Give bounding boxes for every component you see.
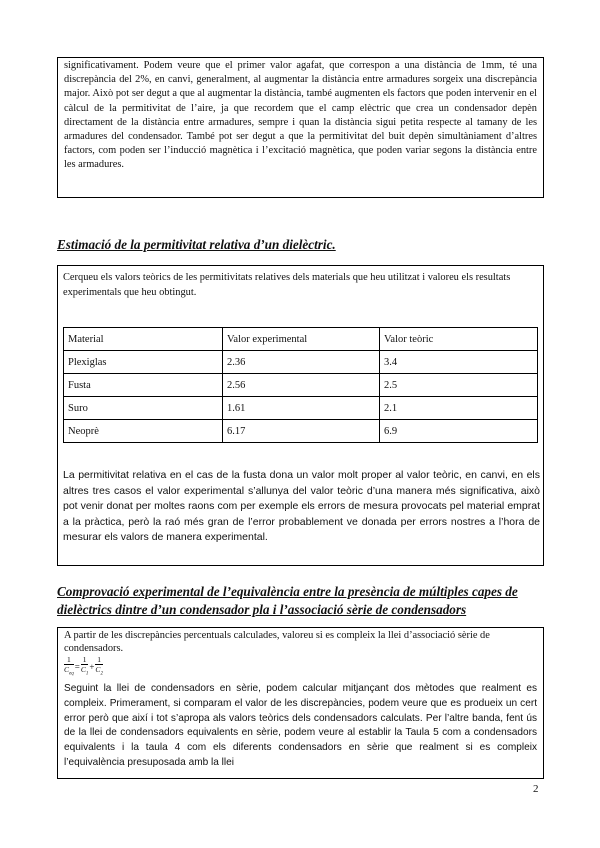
table-cell: 6.9 (380, 420, 538, 443)
series-box (57, 627, 544, 779)
table-cell: 2.36 (223, 351, 380, 374)
table-cell: 2.5 (380, 374, 538, 397)
dielectric-question: Cerqueu els valors teòrics de les permitivitats relatives dels materials que heu utilitzat i valoreu els resultats experimentals que heu obtingut. (63, 272, 511, 298)
series-question: A partir de les discrepàncies percentuals calculades, valoreu si es compleix la llei d’associació sèrie de condensadors. (64, 630, 490, 654)
formula-term-2: $\frac{1}{C_2}$ (95, 655, 103, 677)
section-heading-dielectric: Estimació de la permitivitat relativa d’un dielèctric. (57, 237, 336, 252)
table-cell: Neoprè (64, 420, 223, 443)
formula-term-eq: $\frac{1}{C_{eq}}$ (64, 655, 74, 677)
table-row (64, 420, 538, 443)
conclusion-text: significativament. Podem veure que el primer valor agafat, que correspon a una distància de 1mm, té una discrepància del 2%, en canvi, generalment, al augmentar la distància entre armadures sorgeix una discrepància major. Això pot ser degut a que al augmentar la distància, també augmenten els factors que poden intervenir en el càlcul de la permitivitat de l’aire, ja que recordem que el camp elèctric que crea un condensador depèn directament de la distància entre armadures, sempre i quan la distància sigui petita respecte al tamany de les armadures del condensador. També pot ser degut a que la permitivitat del buit depèn simultàniament d’altres factors, com poden ser l’inducció magnètica i l’excitació magnètica, que poden variar segons la distància entre les armadures. (64, 60, 537, 171)
table-row (64, 397, 538, 420)
formula-term-1: $\frac{1}{C_1}$ (80, 655, 89, 677)
table-header-cell: Valor teòric (380, 328, 538, 351)
section-heading-series: Comprovació experimental de l’equivalència entre la presència de múltiples capes de dielèctrics dintre d’un condensador pla i l’associació sèrie de condensadors (57, 584, 518, 617)
conclusion-box (57, 57, 544, 198)
permittivity-table (63, 327, 538, 443)
dielectric-box (57, 265, 544, 566)
table-header-cell: Valor experimental (223, 328, 380, 351)
table-cell: 6.17 (223, 420, 380, 443)
table-cell: 1.61 (223, 397, 380, 420)
series-formula: $\frac{1}{C_{eq}}$ = $\frac{1}{C_1}$ + $\frac{1}{C_2}$ (64, 655, 537, 681)
table-cell: 2.1 (380, 397, 538, 420)
table-cell: 3.4 (380, 351, 538, 374)
table-cell: 2.56 (223, 374, 380, 397)
table-cell: Fusta (64, 374, 223, 397)
page-number: 2 (533, 783, 539, 795)
table-cell: Plexiglas (64, 351, 223, 374)
table-header-cell: Material (64, 328, 223, 351)
table-header-row (64, 328, 538, 351)
series-answer: Seguint la llei de condensadors en sèrie, podem calcular mitjançant dos mètodes que realment es compleix. Primerament, si comparam el valor de les discrepàncies, podem veure que es produeix un cert error però que així i tot s’apropa als valors teòrics dels condensadors calculats. Per l’altre banda, fent ús de la llei de condensadors equivalents en sèrie, podem veure al establir la Taula 5 com a condensadors equivalents i la taula 4 com els diferents condensadors en sèrie que realment si es compleix l’equivalència presuposada amb la llei (64, 683, 537, 768)
dielectric-comment: La permitivitat relativa en el cas de la fusta dona un valor molt proper al valor teòric, en canvi, en els altres tres casos el valor experimental s’allunya del valor teòric d’una manera més significativa, això pot venir donat per moltes raons com per exemple els errors de mesura provocats pel material emprat a la pràctica, però la raó més gran de l’error probablement ve donada per errors nostres a l’hora de mesurar els valors de manera experimental. (63, 469, 540, 543)
table-cell: Suro (64, 397, 223, 420)
table-row (64, 374, 538, 397)
table-row (64, 351, 538, 374)
